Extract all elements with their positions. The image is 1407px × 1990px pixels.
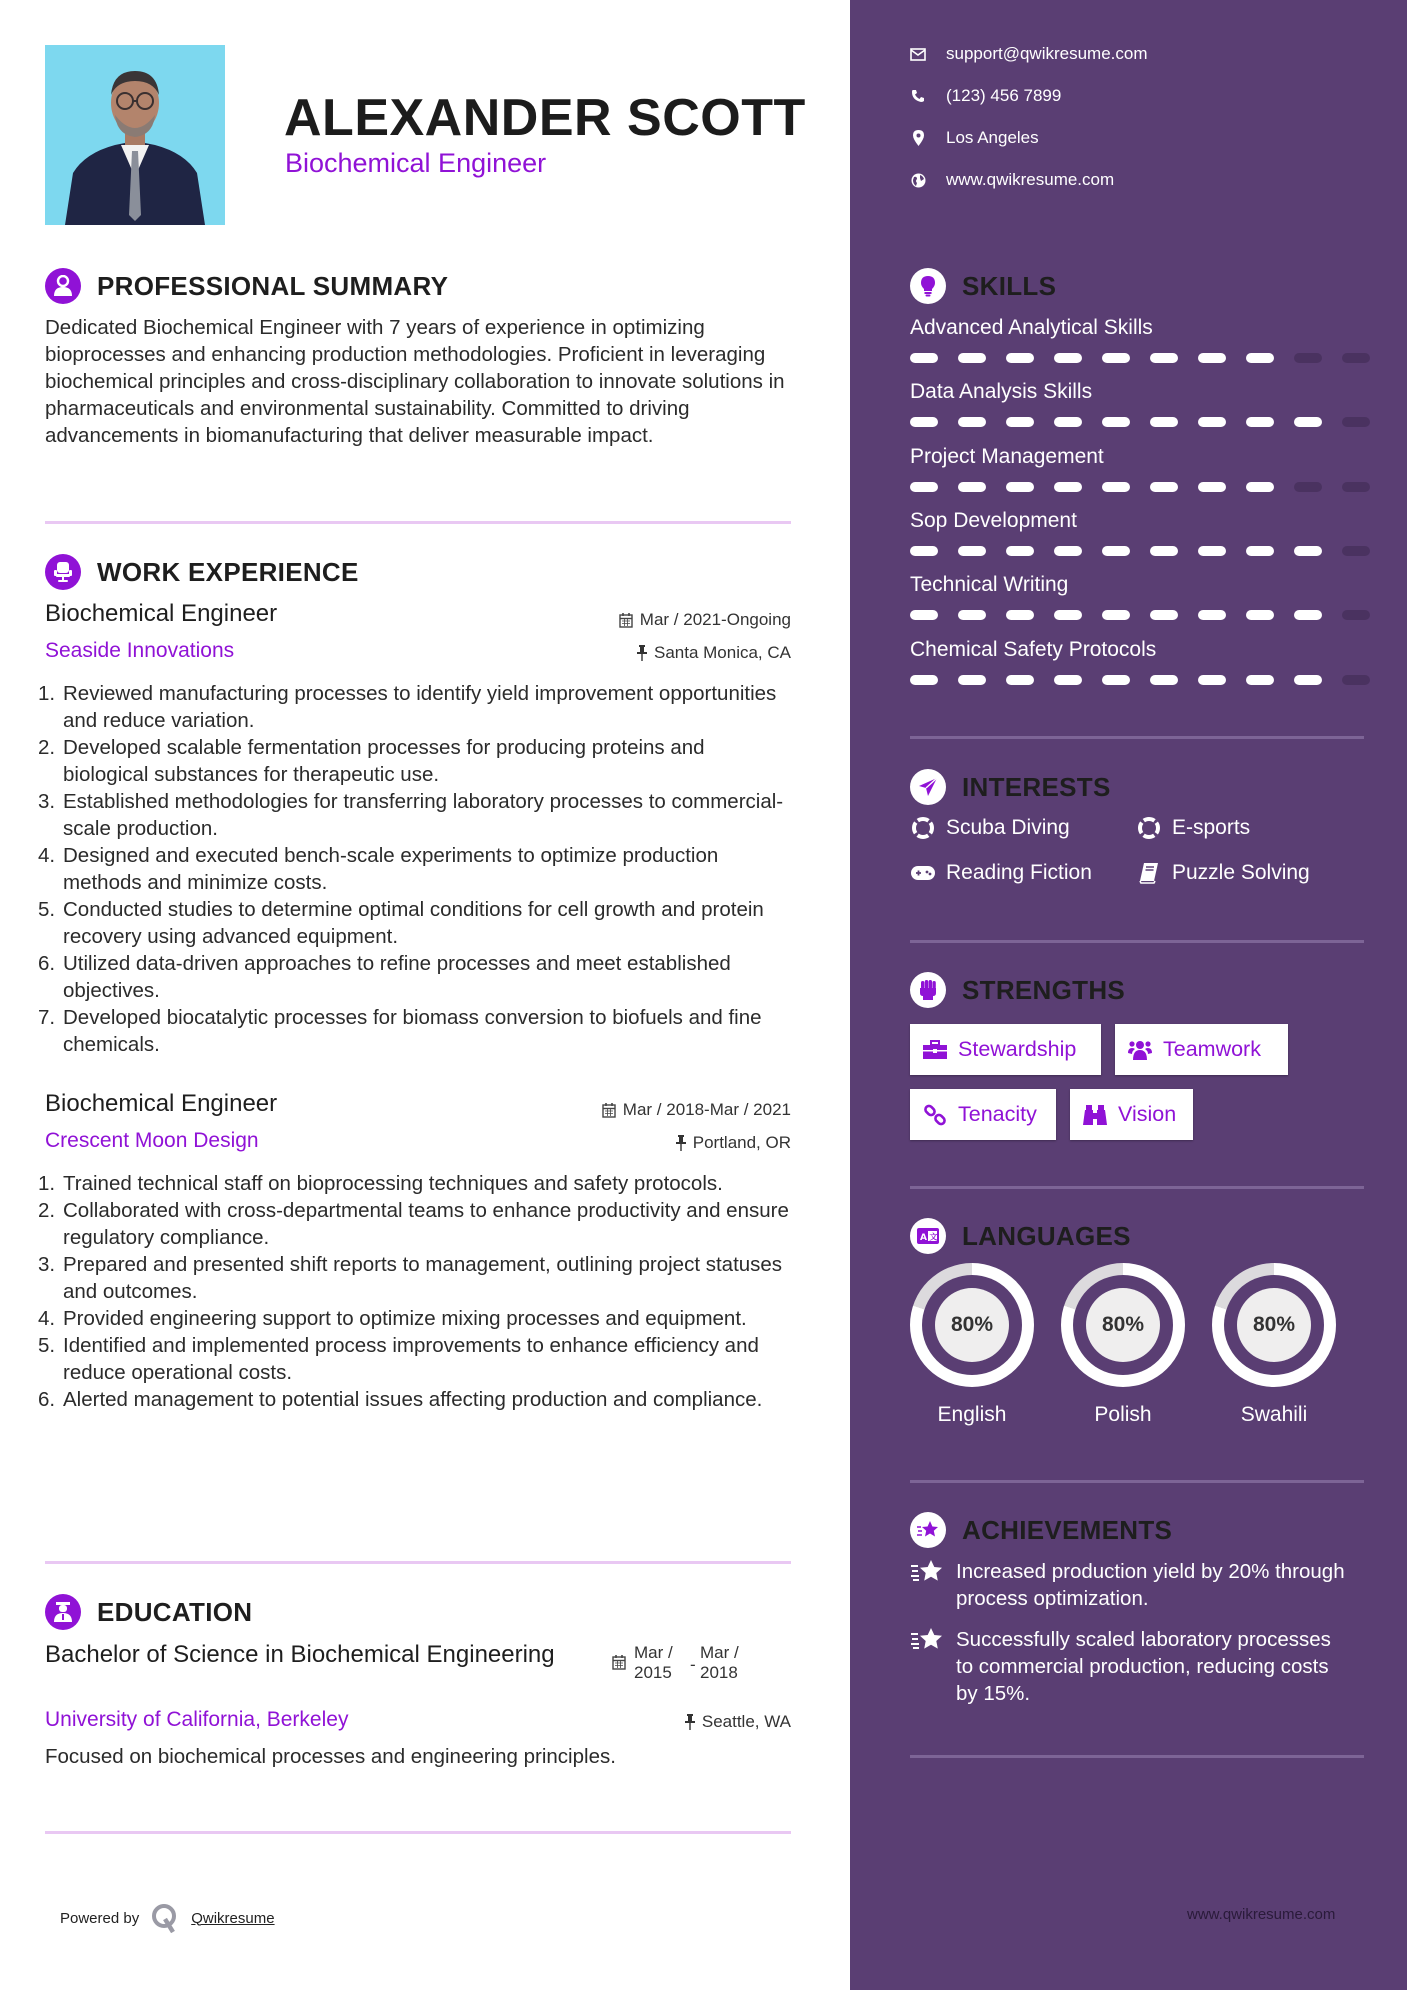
skill-dash — [910, 482, 938, 492]
skill-dash — [958, 546, 986, 556]
interest-item: E-sports — [1136, 816, 1250, 840]
strength-badge: Vision — [1070, 1089, 1193, 1140]
profile-photo — [45, 45, 225, 225]
skill-rating — [910, 675, 1370, 685]
skill-dash — [1198, 417, 1226, 427]
skill-dash — [958, 417, 986, 427]
contact-location: Los Angeles — [910, 128, 1039, 148]
book-icon — [1136, 861, 1162, 885]
language-name: Polish — [1094, 1403, 1152, 1426]
skill-dash — [1246, 482, 1274, 492]
skill-dash — [1150, 482, 1178, 492]
job-title: Biochemical Engineer — [45, 1090, 278, 1117]
duty-item: 6. Alerted management to potential issues affecting production and compliance. — [38, 1388, 763, 1411]
skill-rating — [910, 482, 1370, 492]
contact-email[interactable]: support@qwikresume.com — [910, 44, 1148, 64]
duty-item: 3. Established methodologies for transferring laboratory processes to commercial-scale production. — [38, 790, 784, 840]
skill-rating — [910, 417, 1370, 427]
skill-dash — [1150, 546, 1178, 556]
skill-dash — [1246, 675, 1274, 685]
skill-rating — [910, 610, 1370, 620]
binoculars-icon — [1082, 1103, 1108, 1127]
svg-text:A: A — [920, 1233, 927, 1243]
job-dates: Mar / 2018-Mar / 2021 — [602, 1100, 791, 1120]
skill-dash — [1294, 675, 1322, 685]
duty-item: 5. Identified and implemented process improvements to enhance efficiency and reduce operational costs. — [38, 1334, 759, 1384]
skill-dash — [1054, 482, 1082, 492]
duty-item: 1. Trained technical staff on bioprocessing techniques and safety protocols. — [38, 1172, 723, 1195]
skill-dash — [1102, 675, 1130, 685]
experience-heading: WORK EXPERIENCE — [45, 552, 359, 592]
education-heading: EDUCATION — [45, 1592, 252, 1632]
fist-icon — [910, 972, 946, 1008]
candidate-title: Biochemical Engineer — [285, 148, 547, 178]
globe-icon — [910, 172, 926, 188]
duty-item: 4. Provided engineering support to optimize mixing processes and equipment. — [38, 1307, 747, 1330]
skill-label: Chemical Safety Protocols — [910, 638, 1157, 661]
language-item — [910, 1263, 1034, 1427]
skill-dash — [910, 417, 938, 427]
languages-heading: A 文 LANGUAGES — [910, 1216, 1131, 1256]
qwikresume-logo-icon — [151, 1903, 179, 1933]
skill-dash — [1198, 482, 1226, 492]
skill-dash — [1006, 546, 1034, 556]
shooting-star-icon — [910, 1558, 944, 1586]
skill-dash — [1054, 610, 1082, 620]
section-divider — [910, 940, 1364, 943]
skill-dash — [1102, 353, 1130, 363]
contact-phone[interactable]: (123) 456 7899 — [910, 86, 1061, 106]
paper-plane-icon — [910, 769, 946, 805]
skill-dash — [1342, 546, 1370, 556]
skill-dash — [1150, 610, 1178, 620]
skill-dash — [1294, 417, 1322, 427]
qwikresume-link[interactable]: Qwikresume — [191, 1909, 275, 1927]
skill-label: Data Analysis Skills — [910, 380, 1093, 403]
users-icon — [1127, 1038, 1153, 1062]
language-item — [1061, 1263, 1185, 1427]
education-dates: Mar / 2015 - Mar / 2018 — [612, 1643, 758, 1683]
skill-dash — [1246, 353, 1274, 363]
strengths-heading: STRENGTHS — [910, 970, 1125, 1010]
skill-dash — [910, 546, 938, 556]
skill-dash — [1342, 417, 1370, 427]
education-location: Seattle, WA — [685, 1712, 791, 1732]
section-divider — [45, 1831, 791, 1834]
skill-dash — [1054, 417, 1082, 427]
skill-dash — [958, 482, 986, 492]
job-duties-list — [38, 680, 790, 1058]
achievement-item: Increased production yield by 20% through process optimization. — [910, 1558, 1350, 1612]
svg-text:文: 文 — [929, 1232, 938, 1242]
user-icon — [45, 268, 81, 304]
language-name: Swahili — [1240, 1403, 1308, 1426]
skill-dash — [1294, 353, 1322, 363]
contact-website[interactable]: www.qwikresume.com — [910, 170, 1114, 190]
shooting-star-icon — [910, 1626, 944, 1654]
skill-dash — [1294, 482, 1322, 492]
link-icon — [922, 1103, 948, 1127]
duty-item: 2. Developed scalable fermentation processes for producing proteins and biological substances for therapeutic use. — [38, 736, 705, 786]
company-name: Seaside Innovations — [45, 639, 235, 662]
company-name: Crescent Moon Design — [45, 1129, 259, 1152]
lifebuoy-icon — [910, 816, 936, 840]
strength-badge: Teamwork — [1115, 1024, 1288, 1075]
skill-dash — [1198, 610, 1226, 620]
job-location: Santa Monica, CA — [637, 643, 791, 663]
candidate-name: ALEXANDER SCOTT — [284, 89, 806, 147]
achievement-item: Successfully scaled laboratory processes to commercial production, reducing costs by 15%. — [910, 1626, 1350, 1707]
job-location: Portland, OR — [676, 1133, 791, 1153]
skill-rating — [910, 353, 1370, 363]
skill-dash — [1102, 482, 1130, 492]
summary-heading: PROFESSIONAL SUMMARY — [45, 266, 448, 306]
skill-dash — [1006, 610, 1034, 620]
skill-dash — [1294, 610, 1322, 620]
skill-dash — [958, 675, 986, 685]
job-title: Biochemical Engineer — [45, 600, 278, 627]
pushpin-icon — [685, 1714, 695, 1730]
skill-dash — [1294, 546, 1322, 556]
skill-dash — [1342, 353, 1370, 363]
phone-icon — [910, 88, 926, 104]
calendar-icon — [602, 1103, 616, 1118]
section-divider — [910, 1755, 1364, 1758]
language-progress-ring: 80% — [910, 1263, 1034, 1387]
job-dates: Mar / 2021-Ongoing — [619, 610, 791, 630]
duty-item: 5. Conducted studies to determine optimal conditions for cell growth and protein recovery using advanced equipment. — [38, 898, 764, 948]
skill-dash — [910, 675, 938, 685]
skill-dash — [1006, 675, 1034, 685]
interests-heading: INTERESTS — [910, 767, 1111, 807]
section-divider — [910, 1480, 1364, 1483]
skill-label: Project Management — [910, 445, 1104, 468]
language-name: English — [937, 1403, 1007, 1426]
calendar-icon — [612, 1655, 626, 1670]
briefcase-icon — [922, 1038, 948, 1062]
skill-dash — [1054, 546, 1082, 556]
skill-dash — [1150, 675, 1178, 685]
school-name: University of California, Berkeley — [45, 1708, 349, 1731]
office-chair-icon — [45, 554, 81, 590]
section-divider — [910, 1186, 1364, 1189]
summary-text: Dedicated Biochemical Engineer with 7 years of experience in optimizing bioprocesses and enhancing production methodologies. Proficient in leveraging biochemical principles and cross-disciplinary collaboration to innovate solutions in pharmaceuticals and environmental sustainability. Committed to driving advancements in biomanufacturing that deliver measurable impact. — [45, 316, 785, 447]
skill-dash — [958, 610, 986, 620]
skill-dash — [1006, 353, 1034, 363]
map-pin-icon — [910, 130, 926, 146]
skill-dash — [1198, 353, 1226, 363]
duty-item: 3. Prepared and presented shift reports to management, outlining project statuses and outcomes. — [38, 1253, 783, 1303]
pushpin-icon — [676, 1135, 686, 1151]
skill-dash — [910, 610, 938, 620]
skill-rating — [910, 546, 1370, 556]
skill-dash — [1246, 417, 1274, 427]
calendar-icon — [619, 613, 633, 628]
skill-dash — [1054, 353, 1082, 363]
envelope-icon — [910, 46, 926, 62]
strength-badge: Stewardship — [910, 1024, 1101, 1075]
achievements-heading: ACHIEVEMENTS — [910, 1510, 1172, 1550]
skill-dash — [1006, 482, 1034, 492]
language-progress-ring: 80% — [1061, 1263, 1185, 1387]
duty-item: 7. Developed biocatalytic processes for biomass conversion to biofuels and fine chemicals. — [38, 1006, 762, 1056]
section-divider — [45, 521, 791, 524]
language-progress-ring: 80% — [1212, 1263, 1336, 1387]
skill-dash — [1198, 546, 1226, 556]
section-divider — [45, 1561, 791, 1564]
duty-item: 2. Collaborated with cross-departmental teams to enhance productivity and ensure regulatory compliance. — [38, 1199, 789, 1249]
pushpin-icon — [637, 645, 647, 661]
degree-name: Bachelor of Science in Biochemical Engineering — [45, 1641, 555, 1668]
skill-label: Technical Writing — [910, 573, 1069, 596]
skill-dash — [1342, 675, 1370, 685]
skill-dash — [1342, 482, 1370, 492]
lightbulb-icon — [910, 268, 946, 304]
shooting-star-icon — [910, 1512, 946, 1548]
lifebuoy-icon — [1136, 816, 1162, 840]
skill-dash — [1246, 610, 1274, 620]
duty-item: 6. Utilized data-driven approaches to refine processes and meet established objectives. — [38, 952, 731, 1002]
skill-dash — [958, 353, 986, 363]
strength-badge: Tenacity — [910, 1089, 1056, 1140]
footer-website-link[interactable]: www.qwikresume.com — [1187, 1906, 1336, 1923]
gamepad-icon — [910, 861, 936, 885]
skill-label: Advanced Analytical Skills — [910, 316, 1153, 339]
skill-dash — [1102, 417, 1130, 427]
interest-item: Puzzle Solving — [1136, 861, 1310, 885]
education-description: Focused on biochemical processes and engineering principles. — [45, 1745, 616, 1768]
skill-dash — [1342, 610, 1370, 620]
skills-heading: SKILLS — [910, 266, 1056, 306]
skill-dash — [1198, 675, 1226, 685]
skill-dash — [1150, 353, 1178, 363]
skill-dash — [1006, 417, 1034, 427]
interest-item: Reading Fiction — [910, 861, 1092, 885]
duty-item: 1. Reviewed manufacturing processes to identify yield improvement opportunities and reduce variation. — [38, 682, 777, 732]
graduate-icon — [45, 1594, 81, 1630]
skill-dash — [1102, 546, 1130, 556]
translate-icon — [910, 1218, 946, 1254]
job-duties-list — [38, 1170, 790, 1413]
skill-dash — [1246, 546, 1274, 556]
skill-dash — [1150, 417, 1178, 427]
skill-label: Sop Development — [910, 509, 1077, 532]
end-date: Mar / 2018 — [700, 1643, 739, 1682]
section-divider — [910, 736, 1364, 739]
skill-dash — [1054, 675, 1082, 685]
interest-item: Scuba Diving — [910, 816, 1070, 840]
skill-dash — [1102, 610, 1130, 620]
skill-dash — [910, 353, 938, 363]
duty-item: 4. Designed and executed bench-scale experiments to optimize production methods and minimize costs. — [38, 844, 719, 894]
start-date: Mar / 2015 — [634, 1643, 673, 1682]
language-item — [1212, 1263, 1336, 1427]
powered-by: Powered by Qwikresume — [60, 1903, 275, 1933]
